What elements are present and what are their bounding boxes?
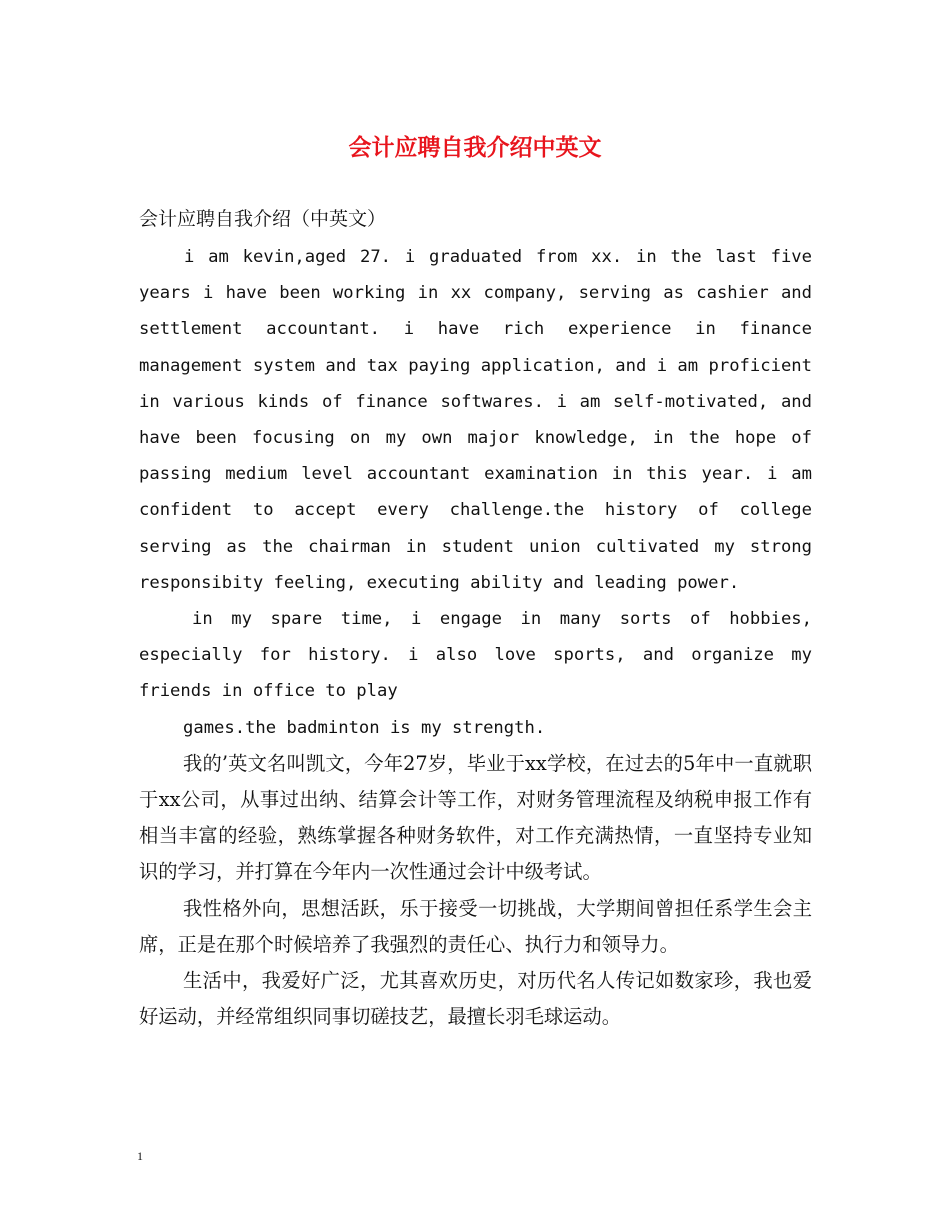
paragraph-english-intro: i am kevin,aged 27. i graduated from xx. in the last five years i have been working in xx company, serving as cashier and settlement accountant. i have rich experience in finance management system and tax paying application, and i am proficient in various kinds of finance softwares. i am self-motivated, and have been focusing on my own major knowledge, in the hope of passing medium level accountant examination in this year. i am confident to accept every challenge.the history of college serving as the chairman in student union cultivated my strong responsibity feeling, executing ability and leading power. (139, 247, 812, 593)
page-number: 1 (137, 1149, 143, 1163)
paragraph-chinese-hobbies: 生活中，我爱好广泛，尤其喜欢历史，对历代名人传记如数家珍，我也爱好运动，并经常组织同事切磋技艺，最擅长羽毛球运动。 (139, 969, 812, 1029)
document-body (139, 239, 812, 1035)
paragraph-english-hobbies: in my spare time, i engage in many sorts of hobbies, especially for history. i also love sports, and organize my friends in office to play (139, 609, 812, 702)
paragraph-english-hobbies-continued: games.the badminton is my strength. (183, 717, 546, 738)
paragraph-chinese-intro: 我的’英文名叫凯文，今年27岁，毕业于xx学校，在过去的5年中一直就职于xx公司，从事过出纳、结算会计等工作，对财务管理流程及纳税申报工作有相当丰富的经验，熟练掌握各种财务软件，对工作充满热情，一直坚持专业知识的学习，并打算在今年内一次性通过会计中级考试。 (139, 751, 812, 884)
document-subtitle: 会计应聘自我介绍（中英文） (139, 208, 387, 230)
paragraph-chinese-personality: 我性格外向，思想活跃，乐于接受一切挑战，大学期间曾担任系学生会主席，正是在那个时候培养了我强烈的责任心、执行力和领导力。 (139, 896, 812, 956)
document-title: 会计应聘自我介绍中英文 (348, 134, 602, 161)
